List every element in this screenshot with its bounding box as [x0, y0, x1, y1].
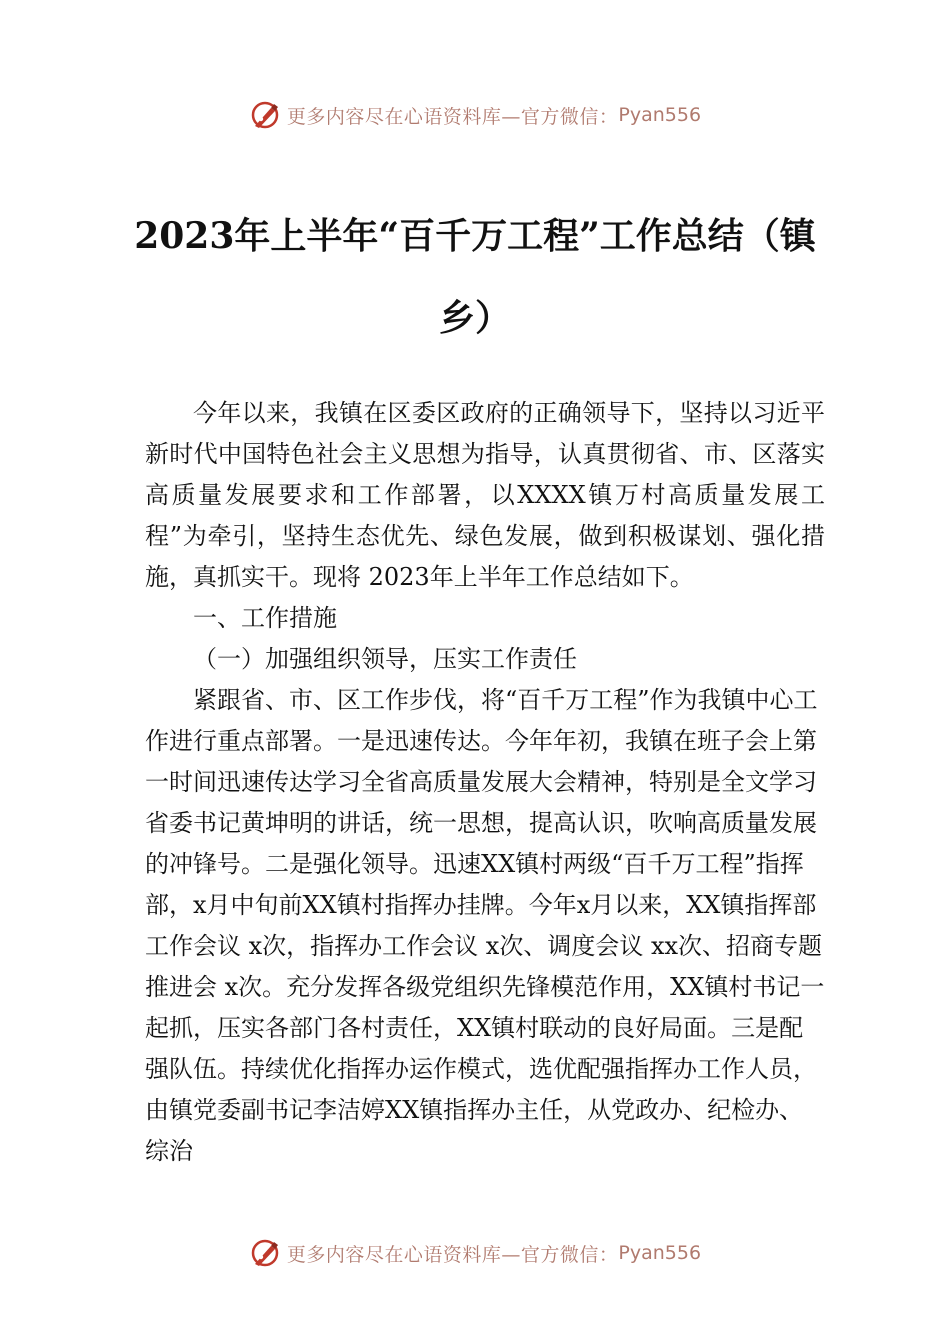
watermark-text: 更多内容尽在心语资料库—官方微信： — [286, 1243, 619, 1266]
watermark-text: 更多内容尽在心语资料库—官方微信： — [286, 105, 619, 128]
pen-seal-icon — [249, 1237, 281, 1269]
paragraph-intro: 今年以来，我镇在区委区政府的正确领导下，坚持以习近平新时代中国特色社会主义思想为指导，认真贯彻省、市、区落实高质量发展要求和工作部署，以XXXX镇万村高质量发展工程”为牵引，坚持生态优先、绿色发展，做到积极谋划、强化措施，真抓实干。现将 2023年上半年工作总结如下。 — [145, 399, 825, 591]
paragraph-measures: 紧跟省、市、区工作步伐，将“百千万工程”作为我镇中心工作进行重点部署。一是迅速传达。今年年初，我镇在班子会上第一时间迅速传达学习全省高质量发展大会精神，特别是全文学习省委书记黄坤明的讲话，统一思想，提高认识，吹响高质量发展的冲锋号。二是强化领导。迅速XX镇村两级“百千万工程”指挥部，x月中旬前XX镇村指挥办挂牌。今年x月以来，XX镇指挥部工作会议 x次，指挥办工作会议 x次、调度会议 xx次、招商专题推进会 x次。充分发挥各级党组织先锋模范作用，XX镇村书记一起抓，压实各部门各村责任，XX镇村联动的良好局面。三是配强队伍。持续优化指挥办运作模式，选优配强指挥办工作人员，由镇党委副书记李洁婷XX镇指挥办主任，从党政办、纪检办、综治 — [145, 686, 825, 1165]
watermark-brand: Pyan556 — [618, 1242, 702, 1264]
document-body — [145, 393, 825, 1172]
document-title: 2023年上半年“百千万工程”工作总结（镇乡） — [134, 215, 816, 339]
subsection-heading: （一）加强组织领导，压实工作责任 — [193, 645, 577, 673]
header-watermark — [0, 95, 950, 135]
footer-watermark — [0, 1233, 950, 1273]
section-heading: 一、工作措施 — [193, 604, 337, 632]
watermark-brand: Pyan556 — [618, 104, 702, 126]
pen-seal-icon — [249, 99, 281, 131]
